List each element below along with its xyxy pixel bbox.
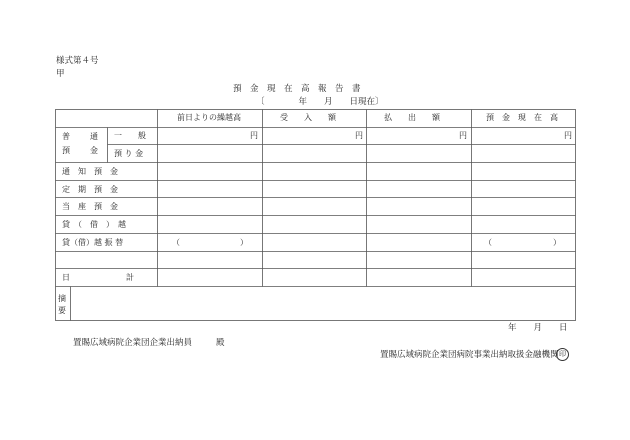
unit-yen-received: 円 xyxy=(355,131,363,140)
row-label-futsu-1: 普 xyxy=(62,132,70,141)
row-label-total: 日 計 xyxy=(62,273,134,282)
form-kou-label: 甲 xyxy=(56,69,65,79)
col-header-current: 預 金 現 在 高 xyxy=(486,113,558,122)
row-label-furikae: 貸（借）越 振 替 xyxy=(62,238,124,247)
row-label-toza: 当 座 預 金 xyxy=(62,202,118,211)
recipient-suffix: 殿 xyxy=(216,338,225,348)
row-label-futsu-4: 金 xyxy=(90,146,98,155)
row-label-ippan: 一 般 xyxy=(114,131,146,140)
unit-yen-paid: 円 xyxy=(459,131,467,140)
as-of-date: 〔 年 月 日現在〕 xyxy=(256,97,384,107)
row-label-futsu-2: 通 xyxy=(90,132,98,141)
page-title: 預 金 現 在 高 報 告 書 xyxy=(233,84,361,94)
row-label-azukari: 預 り 金 xyxy=(114,149,144,158)
col-header-received: 受 入 額 xyxy=(280,113,336,122)
paren-close-current: ） xyxy=(553,238,561,247)
unit-yen-prev: 円 xyxy=(250,131,258,140)
issuer-name: 置賜広域病院企業団病院事業出納取扱金融機関 xyxy=(380,350,559,360)
seal-icon: 印 xyxy=(556,348,569,361)
row-label-futsu-3: 預 xyxy=(62,146,70,155)
col-header-paid: 払 出 額 xyxy=(384,113,440,122)
remarks-label-1: 摘 xyxy=(58,294,66,303)
unit-yen-current: 円 xyxy=(564,131,572,140)
paren-open-prev: （ xyxy=(172,238,180,247)
row-label-tsuchi: 通 知 預 金 xyxy=(62,167,118,176)
remarks-label-2: 要 xyxy=(58,306,66,315)
date-line: 年 月 日 xyxy=(508,323,568,333)
row-label-kashi: 貸 （ 借 ） 越 xyxy=(62,220,126,229)
col-header-prev: 前日よりの繰越高 xyxy=(177,113,241,122)
row-label-teiki: 定 期 預 金 xyxy=(62,185,118,194)
recipient-name: 置賜広域病院企業団企業出納員 xyxy=(73,338,193,348)
paren-open-current: （ xyxy=(484,238,492,247)
paren-close-prev: ） xyxy=(240,238,248,247)
form-number: 様式第４号 xyxy=(56,56,99,66)
